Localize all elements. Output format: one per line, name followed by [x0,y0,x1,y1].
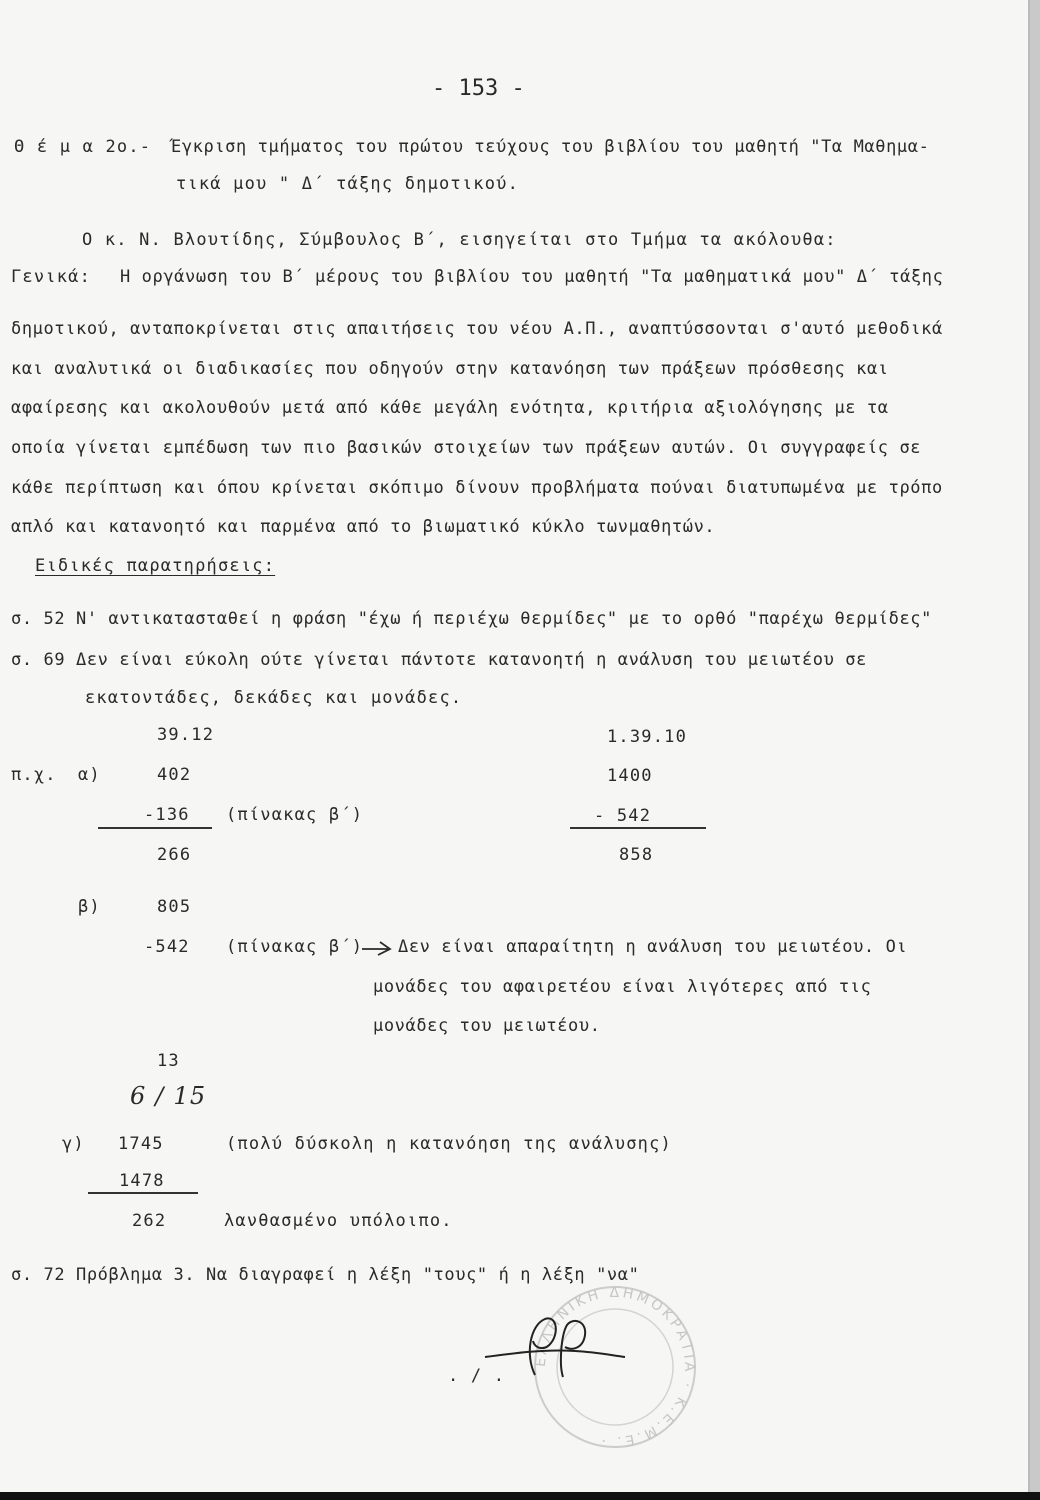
example-a2-top: 1.39.10 [607,727,688,747]
example-a-minuend: 402 [157,765,192,785]
example-b-note-line-1: Δεν είναι απαραίτητη η ανάλυση του μειωτέου. Οι [398,937,908,957]
example-a-label: α) [78,765,101,785]
example-c-minuend: 1745 [118,1134,164,1154]
example-c-hand-annotation: 6 ∕ 15 [130,1082,207,1110]
example-a-rule [98,827,212,829]
example-a-subtrahend: -136 [144,805,190,825]
example-c-rule [88,1192,198,1194]
arrow-right-icon [360,938,394,958]
example-a-result: 266 [157,845,192,865]
example-b-minuend: 805 [157,897,192,917]
example-c-result: 262 [132,1211,167,1231]
subject-line-2: τικά μου " Δ΄ τάξης δημοτικού. [176,174,520,194]
continuation-mark: . / . [448,1366,506,1386]
general-line: απλό και κατανοητό και παρμένα από το βιωματικό κύκλο τωνμαθητών. [11,517,716,537]
example-a-note: (πίνακας β΄) [226,805,364,825]
general-line: κάθε περίπτωση και όπου κρίνεται σκόπιμο δίνουν προβλήματα πούναι διατυπωμένα με τρόπο [11,478,943,498]
page-edge [1030,0,1040,1500]
example-b-note-prefix: (πίνακας β΄) [226,937,364,957]
intro-line: Ο κ. Ν. Βλουτίδης, Σύμβουλος Β΄, εισηγείται στο Τμήμα τα ακόλουθα: [82,230,837,250]
subject-line-1: Έγκριση τμήματος του πρώτου τεύχους του βιβλίου του μαθητή "Τα Μαθημα- [171,137,930,157]
example-c-result-note: λανθασμένο υπόλοιπο. [224,1211,453,1231]
special-heading: Ειδικές παρατηρήσεις: [35,556,276,576]
general-line: και αναλυτικά οι διαδικασίες που οδηγούν στην κατανόηση των πράξεων πρόσθεσης και [11,359,889,379]
note-page-52: σ. 52 Ν' αντικατασταθεί η φράση "έχω ή περιέχω θερμίδες" με το ορθό "παρέχω θερμίδες" [11,609,932,629]
example-b-note-line-3: μονάδες του μειωτέου. [373,1016,601,1036]
scan-border [0,1492,1040,1500]
example-a-top: 39.12 [157,725,215,745]
general-line: δημοτικού, ανταποκρίνεται στις απαιτήσεις του νέου Α.Π., αναπτύσσονται σ'αυτό μεθοδικά [11,319,943,339]
note-page-69-line-1: σ. 69 Δεν είναι εύκολη ούτε γίνεται πάντοτε κατανοητή η ανάλυση του μειωτέου σε [11,650,867,670]
example-a2-subtrahend: - 542 [594,806,652,826]
example-c-note: (πολύ δύσκολη η κατανόηση της ανάλυσης) [226,1134,672,1154]
example-b-label: β) [78,897,101,917]
general-label: Γενικά: [11,267,92,287]
general-line: οποία γίνεται εμπέδωση των πιο βασικών στοιχείων των πράξεων αυτών. Οι συγγραφείς σε [11,438,922,458]
example-b-subtrahend: -542 [144,937,190,957]
note-page-69-line-2: εκατοντάδες, δεκάδες και μονάδες. [85,688,463,708]
page-number: - 153 - [432,76,525,101]
example-b-note-line-2: μονάδες του αφαιρετέου είναι λιγότερες από τις [373,977,872,997]
example-c-carry: 13 [157,1051,180,1071]
example-c-label: γ) [62,1134,85,1154]
example-a2-rule [570,827,706,829]
general-line: αφαίρεσης και ακολουθούν μετά από κάθε μεγάλη ενότητα, κριτήρια αξιολόγησης με τα [11,398,889,418]
handwritten-signature [475,1305,635,1395]
note-page-72: σ. 72 Πρόβλημα 3. Να διαγραφεί η λέξη "τους" ή η λέξη "να" [11,1265,640,1285]
general-line-1: Η οργάνωση του Β΄ μέρους του βιβλίου του μαθητή "Τα μαθηματικά μου" Δ΄ τάξης [120,267,944,287]
example-a2-result: 858 [619,845,654,865]
subject-label: Θ έ μ α 2ο.- [14,137,152,157]
example-c-subtrahend: 1478 [119,1171,165,1191]
stamp-text: ΕΛΛΗΝΙΚΗ ΔΗΜΟΚΡΑΤΙΑ · Κ.Ε.Μ.Ε. · [532,1284,698,1450]
example-prefix: π.χ. [11,765,57,785]
example-a2-minuend: 1400 [607,766,653,786]
